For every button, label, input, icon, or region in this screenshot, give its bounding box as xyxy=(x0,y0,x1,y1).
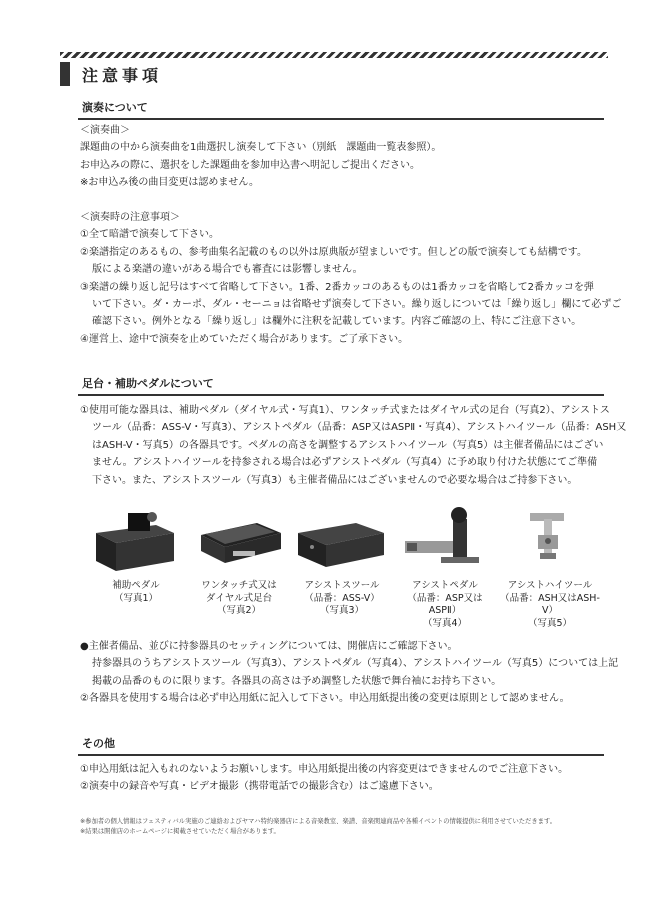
caption-line: ワンタッチ式又は xyxy=(201,580,277,591)
product-5 xyxy=(500,505,600,629)
text-line xyxy=(80,192,610,209)
text-line: ②各器具を使用する場合は必ず申込用紙に記入して下さい。申込用紙提出後の変更は原則として認めません。 xyxy=(80,693,570,705)
page-title-bar xyxy=(60,62,600,86)
assist-pedal-icon xyxy=(395,505,495,577)
text-line: ①全て暗譜で演奏して下さい。 xyxy=(80,229,219,241)
product-caption xyxy=(395,580,495,630)
section-heading-label: その他 xyxy=(82,737,115,750)
caption-line: アシストハイツール xyxy=(507,580,593,591)
product-2 xyxy=(189,505,289,615)
page-title: 注意事項 xyxy=(82,66,163,85)
product-4 xyxy=(395,505,495,629)
text-line: ●主催者備品、並びに持参器具のセッティングについては、開催店にご確認下さい。 xyxy=(80,641,458,652)
caption-line: （品番：ASS-V） xyxy=(304,592,380,604)
product-caption xyxy=(86,580,186,605)
text-line: ②演奏中の録音や写真・ビデオ撮影（携帯電話での撮影含む）はご遠慮下さい。 xyxy=(80,781,439,793)
caption-line: ダイヤル式足台 xyxy=(205,592,273,604)
text-line: はASH-V・写真5）の各器具です。ペダルの高さを調整するアシストハイツール（写真5）は主催者備品にはござい xyxy=(92,439,604,451)
text-line: 持参器具のうちアシストスツール（写真3）、アシストペダル（写真4）、アシストハイツール（写真5）については上記 xyxy=(92,658,619,670)
section-heading-label: 演奏について xyxy=(82,101,148,114)
text-line: ツール（品番：ASS-V・写真3）、アシストペダル（品番：ASP又はASPⅡ・写真4）、アシストハイツール（品番：ASH又 xyxy=(92,422,627,434)
text-line: お申込みの際に、選択をした課題曲を参加申込書へ明記しご提出ください。 xyxy=(80,159,420,171)
text-line: 版による楽譜の違いがある場合でも審査には影響しません。 xyxy=(92,264,363,276)
assist-stool-icon xyxy=(292,505,392,577)
text-line: ①申込用紙は記入もれのないようお願いします。申込用紙提出後の内容変更はできませんのでご注意下さい。 xyxy=(80,764,569,775)
assist-high-tool-icon xyxy=(500,505,600,577)
footnote: ※参加者の個人情報はフェスティバル実施のご連絡およびヤマハ特約楽器店による音楽教室、楽譜、音楽関連商品や各種イベントの情報提供に利用させていただきます。 xyxy=(80,818,557,825)
performance-text xyxy=(80,122,622,348)
text-line: ＜演奏時の注意事項＞ xyxy=(80,212,180,224)
product-photos xyxy=(86,505,600,629)
caption-line: （写真2） xyxy=(216,605,262,616)
text-line: ＜演奏曲＞ xyxy=(80,125,130,136)
caption-line: （品番：ASH又はASH-V） xyxy=(500,592,600,616)
product-caption xyxy=(292,580,392,618)
text-line: ③楽譜の繰り返し記号はすべて省略して下さい。1番、2番カッコのあるものは1番カッコを省略して2番カッコを弾 xyxy=(80,281,594,293)
footrest-icon xyxy=(189,505,289,577)
section-heading-label: 足台・補助ペダルについて xyxy=(82,377,214,390)
title-marker xyxy=(60,62,70,86)
pedals-intro xyxy=(80,402,627,489)
caption-line: （写真1） xyxy=(113,592,159,604)
caption-line: （写真3） xyxy=(319,605,365,616)
text-line: いて下さい。ダ・カーポ、ダル・セーニョは省略せず演奏して下さい。繰り返しについては「繰り返し」欄にて必ずご xyxy=(92,299,622,311)
caption-line: （写真4） xyxy=(422,617,468,629)
text-line: ※お申込み後の曲目変更は認めません。 xyxy=(80,177,259,189)
footnote: ※結果は開催店のホームページに掲載させていただく場合があります。 xyxy=(80,828,280,835)
caption-line: 補助ペダル xyxy=(112,580,160,591)
hatch-rule xyxy=(60,52,608,58)
other-text xyxy=(80,761,610,796)
text-line: 掲載の品番のものに限ります。各器具の高さは予め調整した状態で舞台袖にお持ち下さい。 xyxy=(92,675,502,687)
section-heading-pedals xyxy=(78,372,604,396)
text-line: ません。アシストハイツールを持参される場合は必ずアシストペダル（写真4）に予め取り付けた状態にてご準備 xyxy=(92,457,598,469)
text-line: ①使用可能な器具は、補助ペダル（ダイヤル式・写真1）、ワンタッチ式またはダイヤル式の足台（写真2）、アシストス xyxy=(80,405,610,416)
section-heading-other xyxy=(78,732,604,756)
product-caption xyxy=(500,580,600,630)
caption-line: アシストペダル xyxy=(412,580,478,591)
text-line: ②楽譜指定のあるもの、参考曲集名記載のもの以外は原典版が望ましいです。但しどの版で演奏しても結構です。 xyxy=(80,246,587,258)
pedals-notes xyxy=(80,638,619,708)
text-line: 確認下さい。例外となる「繰り返し」は欄外に注釈を記載しています。内容ご確認の上、特にご注意下さい。 xyxy=(92,316,582,328)
section-heading-performance xyxy=(78,96,604,120)
footnotes xyxy=(80,817,610,837)
text-line: 課題曲の中から演奏曲を1曲選択し演奏して下さい（別紙 課題曲一覧表参照）。 xyxy=(80,142,442,154)
caption-line: アシストスツール xyxy=(304,580,380,591)
caption-line: （写真5） xyxy=(527,617,573,629)
product-3 xyxy=(292,505,392,615)
text-line: ④運営上、途中で演奏を止めていただく場合があります。ご了承下さい。 xyxy=(80,333,409,345)
pedal-assist-icon xyxy=(86,505,186,577)
caption-line: （品番：ASP又はASPⅡ） xyxy=(407,592,483,616)
product-1 xyxy=(86,505,186,615)
text-line: 下さい。また、アシストスツール（写真3）も主催者備品にはございませんので必要な場合はご持参下さい。 xyxy=(92,474,578,486)
product-caption xyxy=(189,580,289,618)
